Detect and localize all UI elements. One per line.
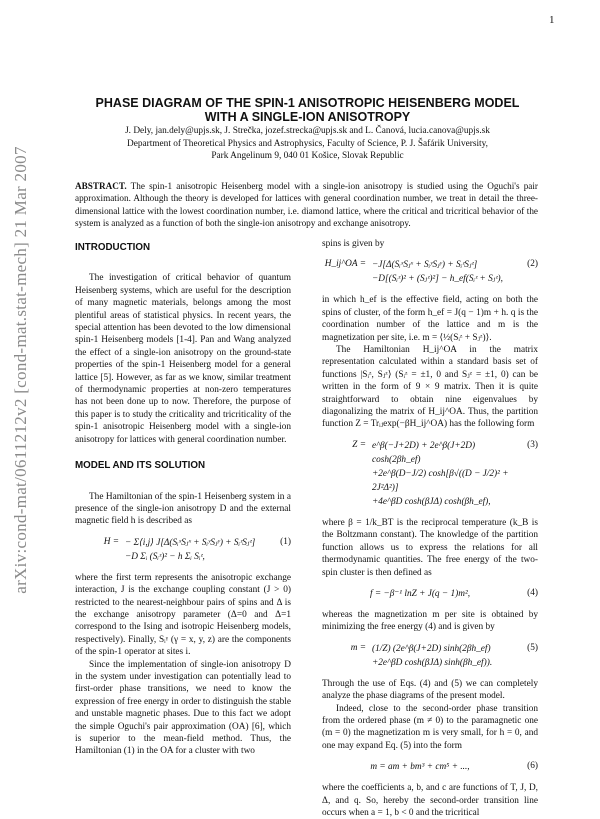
equation-2 [322, 258, 538, 286]
equation-2-line-1: −J[Δ(SᵢˣSⱼˣ + SᵢʸSⱼʸ) + SᵢᶻSⱼᶻ] [372, 260, 478, 271]
right-paragraph-0: spins is given by [322, 239, 385, 249]
equation-1-number: (1) [280, 536, 291, 547]
equation-1 [75, 536, 291, 564]
equation-1-line-2: −D Σᵢ (Sᵢᶻ)² − h Σᵢ Sᵢᶻ, [125, 551, 205, 562]
equation-3-number: (3) [527, 439, 538, 450]
introduction-paragraph: The investigation of critical behavior of quantum Heisenberg systems, which are useful for the description of many magnetic materials, belongs among the most plentiful areas of statistical physics. In recent years, the special attention has been devoted to the low dimensional spin-1 Heisenberg models [1-4]. Pan and Wang analyzed the effect of a single-ion anisotropy on the ground-state properties of the spin-1 Heisenberg model for a general lattice [5]. However, as far as we know, similar treatment of thermodynamic properties at non-zero temperatures has not been done up to now. Therefore, the purpose of this paper is to study the criticality and tricriticality of the spin-1 anisotropic Heisenberg model with a single-ion anisotropy for lattices with general coordination number. [75, 273, 291, 445]
equation-4-number: (4) [527, 587, 538, 598]
right-paragraph-1: in which h_ef is the effective field, acting on both the spins of cluster, of the form h_ef = J(q − 1)m + h. q is the coordination number of the lattice and m is the magnetization per site, i.e. m = ⟨½(Sᵢᶻ + Sⱼᶻ)⟩. [322, 295, 538, 343]
equation-3-line-1: e^β(−J+2D) + 2e^β(J+2D) cosh(2βh_ef) [372, 440, 476, 465]
right-paragraph-6: Indeed, close to the second-order phase transition from the ordered phase (m ≠ 0) to the paramagnetic one (m = 0) the magnetization m is very small, for h = 0, and one may expand Eq. (5) into the form [322, 703, 538, 751]
equation-6-number: (6) [527, 761, 538, 772]
equation-3-line-2: +2e^β(D−J/2) cosh[β√((D − J/2)² + 2J²Δ²)] [372, 468, 509, 493]
right-paragraph-2: The Hamiltonian H_ij^OA in the matrix representation calculated within a standard basis set of functions |Sᵢᶻ, Sⱼᶻ⟩ (Sᵢᶻ = ±1, 0 and Sⱼᶻ = ±1, 0) can be written in the form of 9 × 9 matrix. Then it is quite straightforward to obtain nine eigenvalues by diagonalizing the matrix of H_ij^OA. Thus, the partition function Z = Trᵢⱼexp(−βH_ij^OA) has the following form [322, 345, 538, 430]
equation-2-number: (2) [527, 259, 538, 270]
equation-3-lhs: Z = [352, 439, 366, 450]
authors: J. Dely, jan.dely@upjs.sk, J. Strečka, jozef.strecka@upjs.sk and L. Čanová, lucia.canova@upjs.sk [125, 126, 490, 136]
model-paragraph-1: The Hamiltonian of the spin-1 Heisenberg system in a presence of the single-ion anisotropy D and the external magnetic field h is described as [75, 491, 291, 527]
equation-1-lhs: H = [103, 536, 119, 547]
address: Park Angelinum 9, 040 01 Košice, Slovak Republic [211, 151, 404, 161]
arxiv-stamp [6, 100, 36, 640]
model-paragraph-3: Since the implementation of single-ion anisotropy D in the system under investigation can potentially lead to first-order phase transitions, we need to know the expression of free energy in order to distinguish the stable and unstable magnetic phases. Due to this fact we adopt the simple Oguchi's pair approximation (OA) [6], which is superior to the mean-field method. Thus, the Hamiltonian (1) in the OA for a cluster with two [75, 659, 291, 757]
equation-1-line-1: − Σ⟨i,j⟩ J[Δ(SᵢˣSⱼˣ + SᵢʸSⱼʸ) + SᵢᶻSⱼᶻ] [125, 537, 256, 548]
model-paragraph-2: where the first term represents the anisotropic exchange interaction, J is the exchange coupling constant (J > 0) restricted to the nearest-neighbour pairs of spins and Δ is the exchange anisotropy parameter (Δ=0 and Δ=1 correspond to the Ising and isotropic Heisenberg models, respectively). Finally, Sᵢᵞ (γ = x, y, z) are the components of the spin-1 operator at sites i. [75, 572, 291, 658]
authors-block [70, 125, 545, 163]
equation-3 [322, 439, 538, 509]
right-paragraph-3: where β = 1/k_BT is the reciprocal temperature (k_B is the Boltzmann constant). The knowledge of the partition function allows us to express the relations for all thermodynamic quantities. The free energy of the two-spin cluster is then defined as [322, 517, 538, 578]
title-line-2: WITH A SINGLE-ION ANISOTROPY [204, 110, 411, 124]
equation-5-number: (5) [527, 642, 538, 653]
equation-4-body: f = −β⁻¹ lnZ + J(q − 1)m², [369, 588, 471, 599]
title-line-1: PHASE DIAGRAM OF THE SPIN-1 ANISOTROPIC HEISENBERG MODEL [95, 96, 520, 110]
equation-6 [322, 760, 538, 774]
equation-4 [322, 587, 538, 601]
left-column [75, 240, 291, 758]
right-paragraph-4: whereas the magnetization m per site is obtained by minimizing the free energy (4) and is given by [322, 609, 538, 633]
paper-title [70, 96, 545, 124]
arxiv-stamp-text: arXiv:cond-mat/0611212v2 [cond-mat.stat-mech] 21 Mar 2007 [11, 146, 30, 594]
equation-6-body: m = am + bm³ + cm⁵ + ..., [370, 762, 470, 773]
abstract-text: The spin-1 anisotropic Heisenberg model with a single-ion anisotropy is studied using the Oguchi's pair approximation. Although the theory is developed for lattices with general coordination number, we treat in detail the three-dimensional lattice with the lowest coordination number, i.e. diamond lattice, where the critical and tricritical behavior of the system is analyzed as a function of both the single-ion anisotropy and exchange anisotropy. [75, 181, 538, 228]
abstract-label: ABSTRACT. [75, 181, 127, 191]
equation-5-line-1: (1/Z) (2e^β(J+2D) sinh(2βh_ef) [372, 643, 491, 654]
equation-5-lhs: m = [350, 642, 366, 653]
right-paragraph-5: Through the use of Eqs. (4) and (5) we can completely analyze the phase diagrams of the present model. [322, 678, 538, 702]
equation-5 [322, 642, 538, 670]
equation-2-lhs: H_ij^OA = [324, 259, 366, 270]
affiliation: Department of Theoretical Physics and Astrophysics, Faculty of Science, P. J. Šafárik University, [127, 138, 488, 149]
abstract [75, 180, 538, 229]
model-heading: MODEL AND ITS SOLUTION [75, 460, 206, 472]
equation-5-line-2: +2e^βD cosh(βJΔ) sinh(βh_ef)). [372, 657, 493, 668]
page-number: 1 [549, 14, 555, 26]
right-paragraph-7: where the coefficients a, b, and c are functions of T, J, D, Δ, and q. So, hereby the second-order transition line occurs when a = 1, b < 0 and the tricritical [322, 783, 538, 818]
introduction-heading: INTRODUCTION [75, 242, 151, 253]
equation-3-line-3: +4e^βD cosh(βJΔ) cosh(βh_ef), [372, 496, 491, 507]
equation-2-line-2: −D[(Sᵢᶻ)² + (Sⱼᶻ)²] − h_ef(Sᵢᶻ + Sⱼᶻ), [372, 274, 503, 285]
right-column [322, 238, 538, 819]
